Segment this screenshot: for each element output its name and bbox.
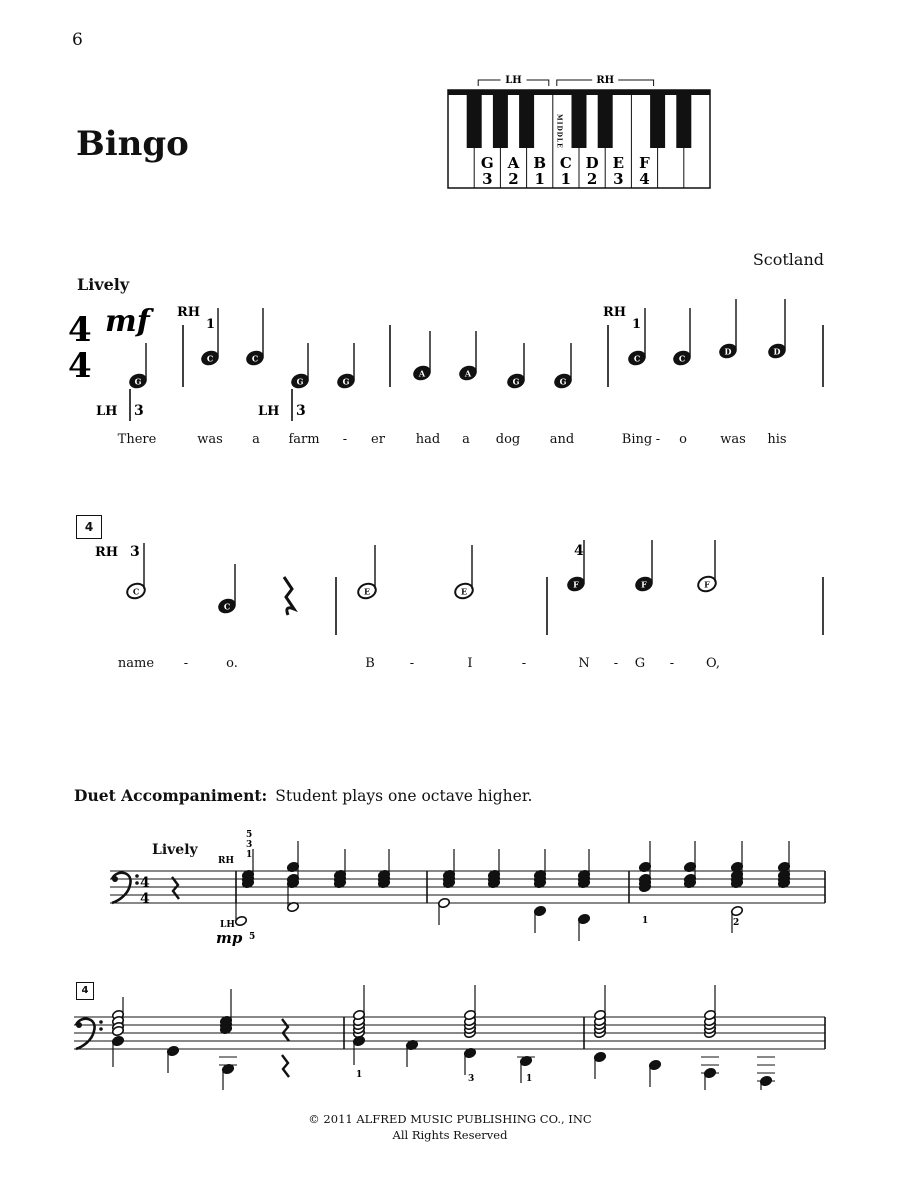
note-f [633, 540, 655, 594]
duet-system-2 [60, 975, 850, 1090]
lyric-syllable: o [679, 432, 687, 447]
svg-text:E: E [460, 586, 468, 597]
lyric-syllable: Bing [621, 432, 653, 447]
tempo-marking: Lively [77, 275, 130, 294]
svg-text:F: F [641, 579, 647, 590]
hand-label-rh: RH [95, 545, 119, 560]
black-key [676, 90, 691, 148]
svg-text:D: D [724, 346, 732, 357]
lyric-syllable: B [365, 656, 375, 671]
duet-time-bottom: 4 [140, 891, 150, 907]
lyric-syllable: - [521, 656, 527, 671]
note-f-half [696, 540, 718, 594]
lyric-syllable: - [613, 656, 619, 671]
duet-system-1 [60, 825, 850, 955]
lyric-syllable: had [415, 432, 441, 447]
black-key [519, 90, 534, 148]
note-d [766, 299, 788, 361]
rh-label: RH [596, 75, 615, 86]
music-system-1 [60, 295, 850, 425]
lh-label: LH [505, 75, 522, 86]
fingering-1: 1 [206, 317, 216, 332]
lyric-syllable: There [117, 432, 157, 447]
time-signature-top: 4 [68, 310, 92, 350]
middle-c-label: MIDDLE [555, 114, 563, 149]
duet-fingering: 1 [246, 850, 253, 860]
note-a [411, 331, 433, 383]
key-finger-number: 1 [534, 170, 545, 188]
svg-text:G: G [342, 376, 350, 387]
copyright-notice [0, 1111, 900, 1143]
lyric-syllable: N [578, 656, 590, 671]
svg-text:C: C [633, 353, 641, 364]
key-finger-number: 3 [482, 170, 493, 188]
key-finger-number: 2 [586, 170, 598, 188]
note-d [717, 299, 739, 361]
svg-text:G: G [559, 376, 567, 387]
note-c [216, 564, 238, 616]
note-g [127, 343, 149, 391]
quarter-rest [282, 1055, 289, 1077]
duet-measure-number-box: 4 [76, 982, 94, 1000]
lyric-syllable: was [720, 432, 746, 447]
bass-clef [76, 1019, 103, 1049]
lyric-syllable: O, [705, 656, 721, 671]
copyright-line-1: © 2011 ALFRED MUSIC PUBLISHING CO., INC [308, 1112, 592, 1126]
lyric-syllable: - [409, 656, 415, 671]
key-note-label: B [533, 154, 547, 172]
duet-fingering-3: 3 [468, 1074, 475, 1084]
key-finger-number: 4 [639, 170, 650, 188]
bass-clef [112, 873, 139, 903]
hand-label-rh: RH [603, 305, 627, 320]
duet-fingering-1: 1 [642, 916, 649, 926]
dynamic-mf: mf [105, 304, 150, 339]
black-key [493, 90, 508, 148]
svg-text:C: C [132, 586, 140, 597]
black-key [572, 90, 587, 148]
key-note-label: A [507, 154, 520, 172]
measure-number-box: 4 [76, 515, 102, 539]
duet-instructions [74, 786, 532, 805]
hand-label-rh: RH [177, 305, 201, 320]
black-key [598, 90, 613, 148]
key-finger-number: 1 [560, 170, 572, 188]
duet-rh-label: RH [218, 856, 234, 866]
key-note-label: G [480, 154, 494, 172]
duet-fingering: 5 [246, 830, 253, 840]
svg-text:G: G [512, 376, 520, 387]
note-e-half [453, 545, 475, 601]
song-title: Bingo [76, 124, 189, 164]
lyric-syllable: - [342, 432, 348, 447]
svg-text:F: F [573, 579, 579, 590]
lyric-syllable: - [655, 432, 661, 447]
black-key [650, 90, 665, 148]
note-g [552, 343, 574, 391]
note-g [289, 343, 311, 391]
svg-text:C: C [206, 353, 214, 364]
duet-label: Duet Accompaniment: [74, 786, 268, 805]
fingering-3: 3 [130, 544, 140, 560]
hand-label-lh: LH [258, 404, 280, 419]
duet-lh-label: LH [220, 920, 235, 930]
lyric-syllable: a [462, 432, 470, 447]
note-c [671, 308, 693, 368]
note-g [335, 343, 357, 391]
duet-text: Student plays one octave higher. [275, 787, 533, 805]
lyric-syllable: name [117, 656, 155, 671]
copyright-line-2: All Rights Reserved [392, 1128, 508, 1142]
lyric-syllable: a [252, 432, 260, 447]
lyric-syllable: farm [288, 432, 320, 447]
svg-text:F: F [704, 579, 710, 590]
hand-label-lh: LH [96, 404, 118, 419]
svg-text:C: C [223, 601, 231, 612]
svg-text:A: A [418, 368, 426, 379]
page-number: 6 [72, 30, 83, 50]
time-signature-bottom: 4 [68, 346, 92, 386]
lyric-syllable: his [767, 432, 787, 447]
black-key [467, 90, 482, 148]
lyric-syllable: I [467, 656, 473, 671]
song-origin: Scotland [752, 250, 824, 269]
keyboard-chart [440, 66, 720, 192]
fingering-1: 1 [632, 317, 642, 332]
fingering-3: 3 [296, 403, 306, 419]
note-g [505, 343, 527, 391]
lyric-syllable: - [183, 656, 189, 671]
svg-text:D: D [773, 346, 781, 357]
duet-fingering-1: 1 [526, 1074, 533, 1084]
lyric-syllable: dog [495, 432, 521, 447]
lyric-syllable: G [634, 656, 646, 671]
lyric-syllable: o. [226, 656, 238, 671]
quarter-rest [284, 577, 294, 615]
key-note-label: C [559, 154, 572, 172]
svg-text:C: C [251, 353, 259, 364]
lyric-syllable: - [669, 656, 675, 671]
duet-fingering: 3 [246, 840, 253, 850]
note-c [244, 308, 266, 368]
key-note-label: F [639, 154, 650, 172]
svg-text:E: E [363, 586, 371, 597]
lyric-syllable: and [549, 432, 575, 447]
duet-time-top: 4 [140, 875, 150, 891]
key-note-label: E [612, 154, 625, 172]
svg-text:G: G [134, 376, 142, 387]
quarter-rest [172, 877, 179, 899]
fingering-3: 3 [134, 403, 144, 419]
key-finger-number: 2 [508, 170, 519, 188]
duet-fingering-5: 5 [249, 932, 256, 942]
quarter-rest [282, 1019, 289, 1041]
note-e-half [356, 545, 378, 601]
duet-tempo: Lively [152, 842, 198, 858]
key-note-label: D [585, 154, 599, 172]
music-system-2 [60, 535, 850, 645]
lyric-syllable: er [371, 432, 385, 447]
lyric-syllable: was [197, 432, 223, 447]
duet-staff-1 [110, 871, 825, 903]
fingering-4: 4 [574, 543, 584, 559]
svg-text:C: C [678, 353, 686, 364]
note-a [457, 331, 479, 383]
duet-fingering-1: 1 [356, 1070, 363, 1080]
duet-dynamic-mp: mp [216, 929, 243, 947]
svg-text:A: A [464, 368, 472, 379]
svg-text:G: G [296, 376, 304, 387]
duet-fingering-2: 2 [733, 918, 740, 928]
key-finger-number: 3 [613, 170, 624, 188]
